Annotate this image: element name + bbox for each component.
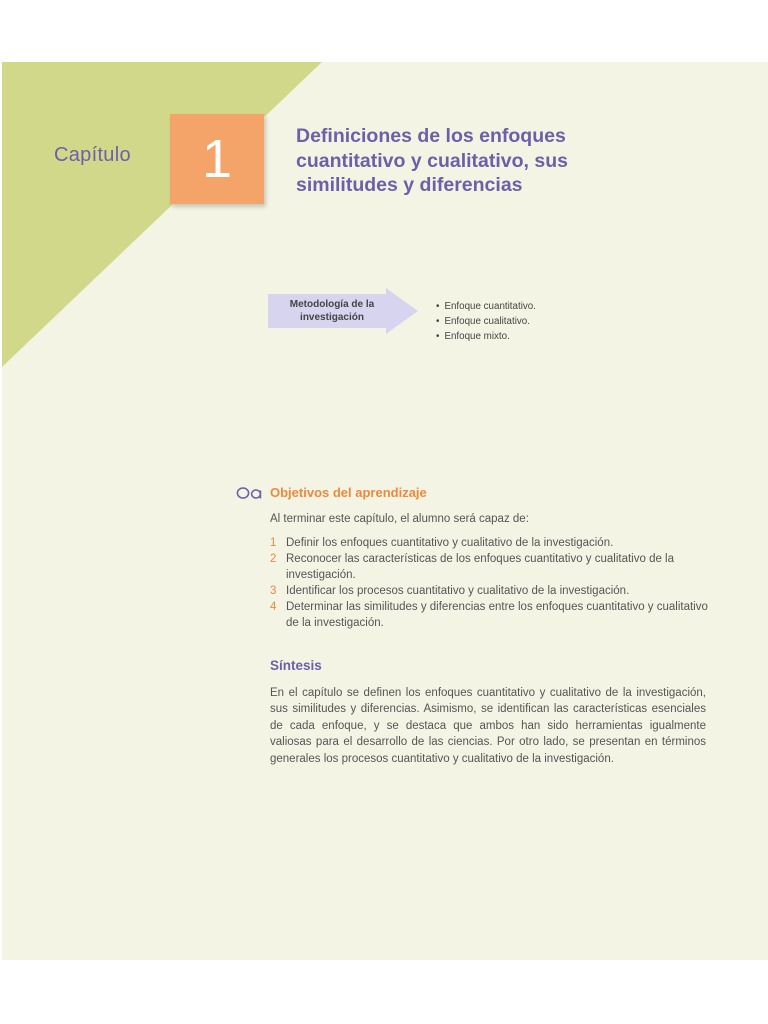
- chapter-title: Definiciones de los enfoques cuantitativo y cualitativo, sus similitudes y diferencias: [296, 125, 568, 196]
- chapter-number: 1: [201, 129, 233, 189]
- synthesis-text: En el capítulo se definen los enfoques cuantitativo y cualitativo de la investigación, sus similitudes y diferencias. Asimismo, se identifican las características esenciales de cada enfoque, y se destaca que ambos han sido herramientas igualmente valiosas para el desarrollo de las ciencias. Por otro lado, se presentan en términos generales los procesos cuantitativo y cualitativo de la investigación.: [270, 687, 706, 765]
- concept-map-item: • Enfoque cualitativo.: [436, 314, 536, 329]
- concept-map-source: Metodología de la investigación: [289, 299, 375, 323]
- chapter-number-box: [170, 114, 264, 204]
- objective-item: [270, 535, 710, 551]
- objective-item: [270, 551, 710, 583]
- concept-map-items: [436, 299, 536, 344]
- objectives-heading: Objetivos del aprendizaje: [270, 485, 427, 500]
- synthesis-heading: Síntesis: [270, 658, 322, 673]
- objective-number: 3: [270, 585, 277, 597]
- concept-map: [268, 288, 558, 346]
- objective-text: Definir los enfoques cuantitativo y cualitativo de la investigación.: [286, 537, 614, 549]
- objectives-oa-icon: [236, 486, 266, 500]
- objectives-list: [270, 535, 710, 631]
- objective-text: Determinar las similitudes y diferencias entre los enfoques cuantitativo y cualitativo de la investigación.: [286, 601, 708, 629]
- objective-number: 1: [270, 537, 277, 549]
- objective-number: 4: [270, 601, 277, 613]
- concept-map-item: • Enfoque cuantitativo.: [436, 299, 536, 314]
- objective-item: [270, 583, 710, 599]
- objective-number: 2: [270, 553, 277, 565]
- objective-item: [270, 599, 710, 631]
- document-page: [2, 62, 768, 960]
- objective-text: Reconocer las características de los enfoques cuantitativo y cualitativo de la investigación.: [286, 553, 675, 581]
- concept-map-item: • Enfoque mixto.: [436, 329, 536, 344]
- objectives-intro: Al terminar este capítulo, el alumno será capaz de:: [270, 513, 529, 525]
- objective-text: Identificar los procesos cuantitativo y cualitativo de la investigación.: [286, 585, 630, 597]
- chapter-label: Capítulo: [54, 144, 131, 166]
